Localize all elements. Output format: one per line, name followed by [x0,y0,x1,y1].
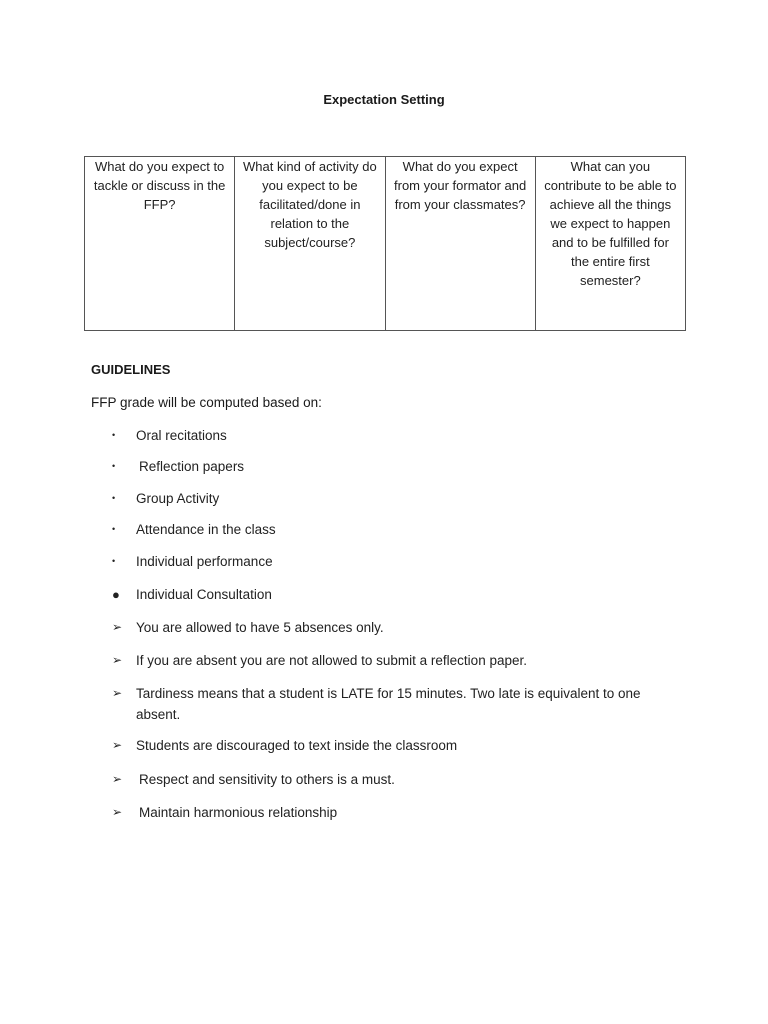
list-item-text: Reflection papers [139,459,245,474]
list-item-text: Oral recitations [136,428,227,443]
guidelines-intro: FFP grade will be computed based on: [91,395,322,410]
list-item-text: Attendance in the class [136,522,276,537]
bullet-icon: • [112,461,116,471]
table-cell-tackle-question: What do you expect to tackle or discuss in the FFP? [85,157,235,331]
guidelines-heading: GUIDELINES [91,362,171,377]
table-cell-contribute-question: What can you contribute to be able to achieve all the things we expect to happen and to be fulfilled for the entire first semester? [535,157,685,331]
list-item-text: Tardiness means that a student is LATE for 15 minutes. Two late is equivalent to one absent. [136,686,641,722]
arrow-bullet-icon: ➢ [112,738,123,752]
bullet-icon: • [112,556,116,566]
table-row [85,157,686,331]
bullet-icon: • [112,524,116,534]
list-item-text: Individual performance [136,554,273,569]
page-title: Expectation Setting [323,92,445,107]
arrow-bullet-icon: ➢ [112,686,123,700]
arrow-bullet-icon: ➢ [112,772,123,786]
table-cell-formator-question: What do you expect from your formator and from your classmates? [385,157,535,331]
list-item-text: Group Activity [136,491,220,506]
list-item-text: Students are discouraged to text inside the classroom [136,738,458,753]
arrow-bullet-icon: ➢ [112,805,123,819]
bullet-icon: • [112,493,116,503]
list-item-text: Individual Consultation [136,587,272,602]
list-item-text: If you are absent you are not allowed to submit a reflection paper. [136,653,527,668]
list-item-text: You are allowed to have 5 absences only. [136,620,384,635]
arrow-bullet-icon: ➢ [112,620,123,634]
bullet-icon: ● [112,587,120,602]
table-cell-activity-question: What kind of activity do you expect to be facilitated/done in relation to the subject/course? [235,157,385,331]
arrow-bullet-icon: ➢ [112,653,123,667]
expectation-table [84,156,686,331]
bullet-icon: • [112,430,116,440]
list-item-text: Maintain harmonious relationship [139,805,338,820]
list-item-text: Respect and sensitivity to others is a must. [139,772,395,787]
